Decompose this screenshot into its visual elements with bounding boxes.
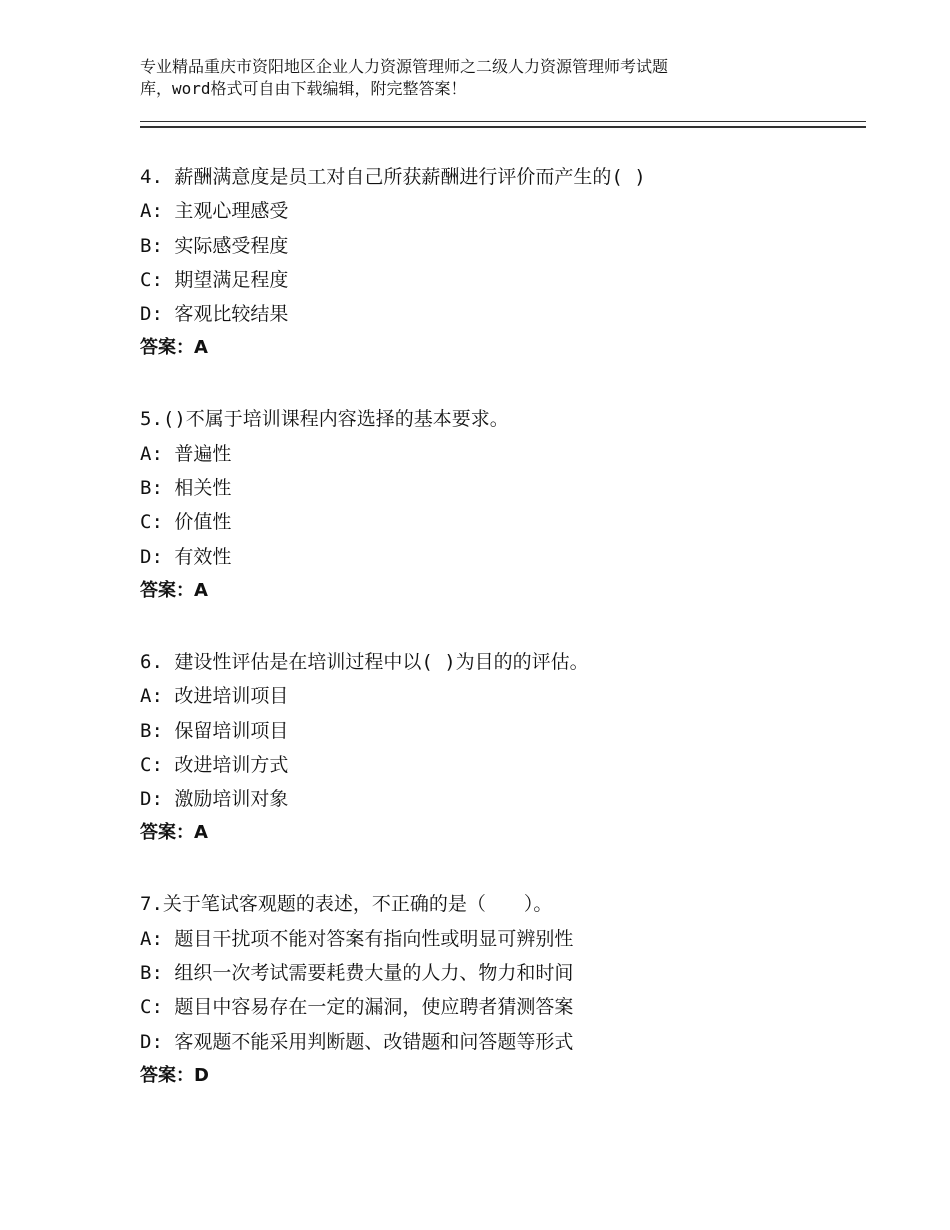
question-stem: 6. 建设性评估是在培训过程中以( )为目的的评估。 bbox=[140, 650, 589, 673]
option-c: C: 期望满足程度 bbox=[140, 268, 289, 291]
header-line-2: 库，word格式可自由下载编辑，附完整答案！ bbox=[140, 79, 467, 98]
option-d: D: 激励培训对象 bbox=[140, 788, 289, 811]
option-b: B: 实际感受程度 bbox=[140, 234, 289, 257]
question-list bbox=[140, 160, 840, 1130]
option-b: B: 组织一次考试需要耗费大量的人力、物力和时间 bbox=[140, 962, 574, 985]
question-stem: 5.()不属于培训课程内容选择的基本要求。 bbox=[140, 408, 509, 431]
question-stem: 7.关于笔试客观题的表述，不正确的是（ ）。 bbox=[140, 893, 553, 916]
option-d: D: 客观比较结果 bbox=[140, 303, 289, 326]
option-c: C: 改进培训方式 bbox=[140, 753, 289, 776]
question-7 bbox=[140, 887, 840, 1092]
question-stem: 4. 薪酬满意度是员工对自己所获薪酬进行评价而产生的( ) bbox=[140, 166, 646, 188]
answer-line: 答案：D bbox=[140, 1064, 209, 1086]
header-divider bbox=[140, 121, 866, 128]
option-c: C: 题目中容易存在一定的漏洞，使应聘者猜测答案 bbox=[140, 996, 574, 1019]
answer-line: 答案：A bbox=[140, 337, 208, 359]
option-b: B: 相关性 bbox=[140, 477, 232, 500]
option-b: B: 保留培训项目 bbox=[140, 719, 289, 742]
answer-line: 答案：A bbox=[140, 579, 208, 601]
answer-line: 答案：A bbox=[140, 822, 208, 844]
question-4 bbox=[140, 160, 840, 365]
option-d: D: 有效性 bbox=[140, 545, 232, 568]
header-line-1: 专业精品重庆市资阳地区企业人力资源管理师之二级人力资源管理师考试题 bbox=[140, 57, 669, 76]
question-6 bbox=[140, 645, 840, 850]
document-header bbox=[140, 56, 780, 100]
option-d: D: 客观题不能采用判断题、改错题和问答题等形式 bbox=[140, 1030, 574, 1053]
option-a: A: 主观心理感受 bbox=[140, 200, 289, 223]
option-a: A: 普遍性 bbox=[140, 442, 232, 465]
question-5 bbox=[140, 402, 840, 607]
option-a: A: 题目干扰项不能对答案有指向性或明显可辨别性 bbox=[140, 927, 574, 950]
option-a: A: 改进培训项目 bbox=[140, 685, 289, 708]
option-c: C: 价值性 bbox=[140, 511, 232, 534]
